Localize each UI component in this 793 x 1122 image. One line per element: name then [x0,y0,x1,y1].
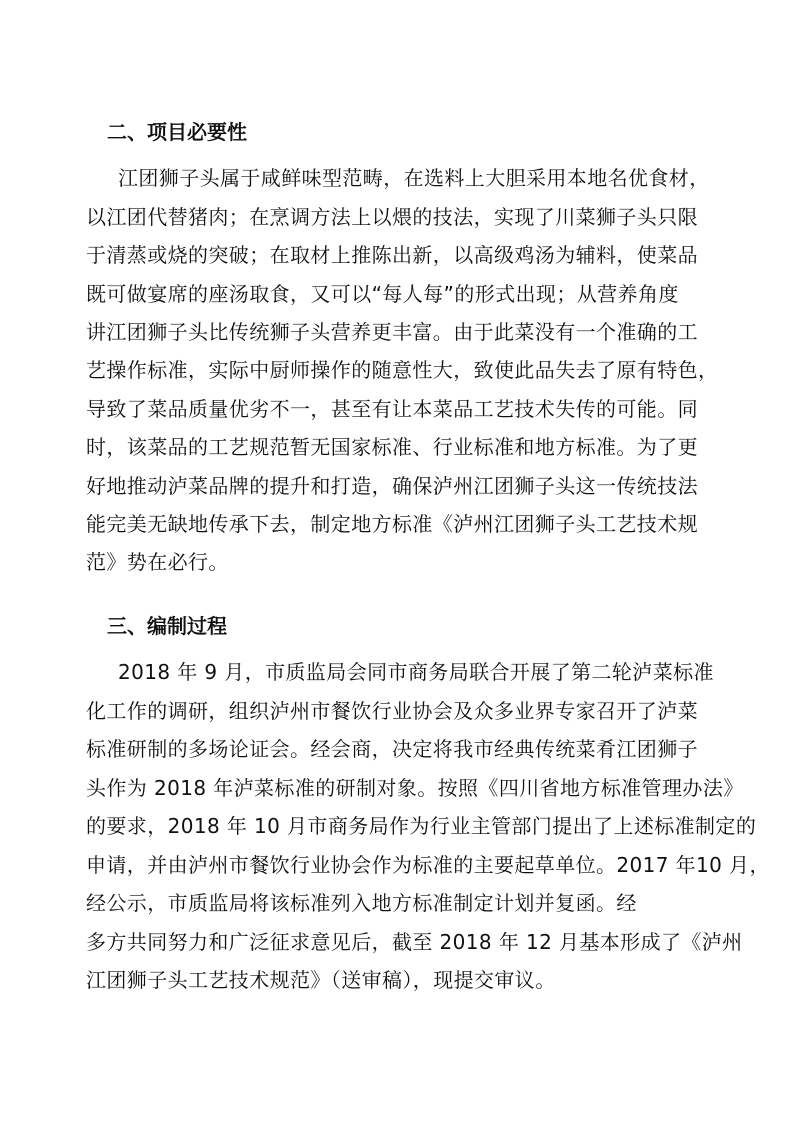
section-heading-process: 三、编制过程 [107,614,227,638]
paragraph-line: 申请，并由泸州市餐饮行业协会作为标准的主要起草单位。2017 年10 月， [86,853,770,877]
paragraph-line: 江团狮子头工艺技术规范》（送审稿），现提交审议。 [86,968,556,992]
section-heading-necessity: 二、项目必要性 [107,120,247,144]
paragraph-line: 好地推动泸菜品牌的提升和打造，确保泸州江团狮子头这一传统技法 [86,474,698,498]
paragraph-line: 能完美无缺地传承下去，制定地方标准《泸州江团狮子头工艺技术规 [86,512,698,536]
paragraph-line: 讲江团狮子头比传统狮子头营养更丰富。由于此菜没有一个准确的工 [86,320,698,344]
paragraph-line: 2018 年 9 月，市质监局会同市商务局联合开展了第二轮泸菜标准 [118,660,714,684]
paragraph-line: 导致了菜品质量优劣不一，甚至有让本菜品工艺技术失传的可能。同 [86,397,698,421]
paragraph-line: 化工作的调研，组织泸州市餐饮行业协会及众多业界专家召开了泸菜 [86,699,698,723]
paragraph-line: 经公示，市质监局将该标准列入地方标准制定计划并复函。经 [86,891,637,915]
paragraph-line: 既可做宴席的座汤取食，又可以“每人每”的形式出现；从营养角度 [86,282,679,306]
paragraph-line: 头作为 2018 年泸菜标准的研制对象。按照《四川省地方标准管理办法》 [86,776,744,800]
paragraph-line: 的要求，2018 年 10 月市商务局作为行业主管部门提出了上述标准制定的 [86,814,757,838]
paragraph-line: 艺操作标准，实际中厨师操作的随意性大，致使此品失去了原有特色， [86,358,719,382]
paragraph-line: 江团狮子头属于咸鲜味型范畴，在选料上大胆采用本地名优食材， [118,166,710,190]
paragraph-line: 时，该菜品的工艺规范暂无国家标准、行业标准和地方标准。为了更 [86,435,698,459]
paragraph-line: 于清蒸或烧的突破；在取材上推陈出新，以高级鸡汤为辅料，使菜品 [86,243,698,267]
paragraph-line: 以江团代替猪肉；在烹调方法上以煨的技法，实现了川菜狮子头只限 [86,205,698,229]
paragraph-line: 多方共同努力和广泛征求意见后，截至 2018 年 12 月基本形成了《泸州 [86,930,743,954]
paragraph-line: 标准研制的多场论证会。经会商，决定将我市经典传统菜肴江团狮子 [86,737,698,761]
paragraph-line: 范》势在必行。 [86,550,229,574]
